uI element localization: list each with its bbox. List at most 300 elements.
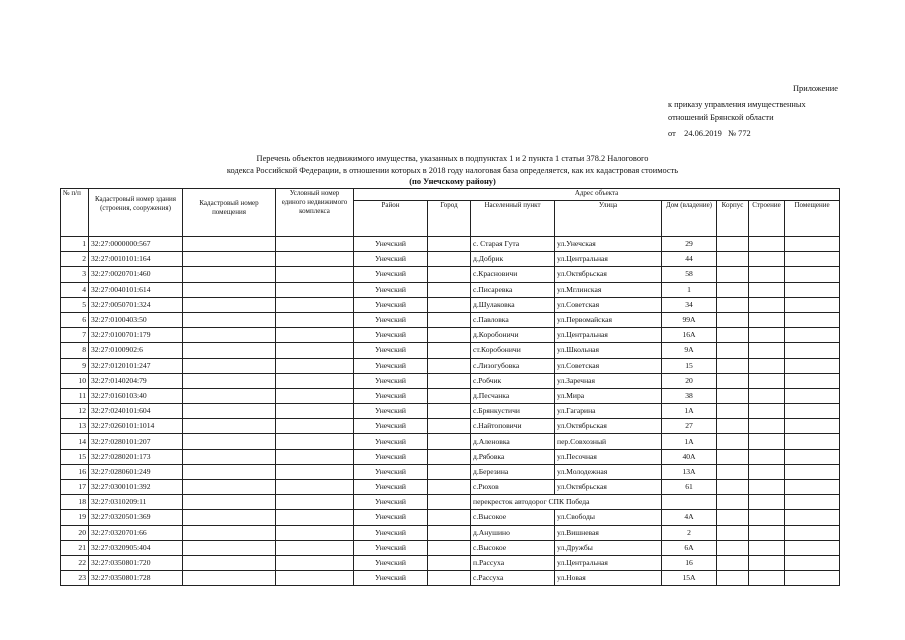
cell-cad: 32:27:0280101:207 xyxy=(89,434,183,449)
cell-district: Унечский xyxy=(354,252,428,267)
cell-num: 17 xyxy=(61,480,89,495)
cell-empty xyxy=(717,464,749,479)
cell-empty xyxy=(428,312,471,327)
cell-empty xyxy=(276,328,354,343)
cell-cad: 32:27:0280601:249 xyxy=(89,464,183,479)
col-address: Адрес объекта xyxy=(354,189,840,201)
cell-district: Унечский xyxy=(354,464,428,479)
cell-house: 13А xyxy=(662,464,717,479)
cell-empty xyxy=(717,434,749,449)
cell-empty xyxy=(428,328,471,343)
cell-empty xyxy=(785,282,840,297)
cell-empty xyxy=(785,252,840,267)
cell-empty xyxy=(749,464,785,479)
cell-empty xyxy=(428,540,471,555)
cell-empty xyxy=(183,343,276,358)
cell-district: Унечский xyxy=(354,419,428,434)
cell-cad: 32:27:0100701:179 xyxy=(89,328,183,343)
cell-empty xyxy=(717,449,749,464)
cell-empty xyxy=(785,571,840,586)
cell-empty xyxy=(717,404,749,419)
cell-street: ул.Свободы xyxy=(555,510,662,525)
cell-house: 9А xyxy=(662,343,717,358)
cell-empty xyxy=(717,510,749,525)
col-cad-building: Кадастровый номер здания (строения, сооружения) xyxy=(89,189,183,237)
cell-district: Унечский xyxy=(354,358,428,373)
cell-empty xyxy=(183,464,276,479)
cell-empty xyxy=(276,434,354,449)
cell-num: 9 xyxy=(61,358,89,373)
cell-empty xyxy=(717,237,749,252)
cell-house: 29 xyxy=(662,237,717,252)
cell-empty xyxy=(785,434,840,449)
cell-empty xyxy=(749,419,785,434)
cell-empty xyxy=(717,540,749,555)
cell-empty xyxy=(785,267,840,282)
cell-empty xyxy=(183,449,276,464)
table-row xyxy=(61,267,840,282)
cell-empty xyxy=(276,297,354,312)
cell-empty xyxy=(749,373,785,388)
cell-empty xyxy=(785,495,840,510)
cell-empty xyxy=(785,510,840,525)
cell-empty xyxy=(183,267,276,282)
cell-street: пер.Совхозный xyxy=(555,434,662,449)
cell-empty xyxy=(183,495,276,510)
cell-cad: 32:27:0260101:1014 xyxy=(89,419,183,434)
date-prefix: от xyxy=(668,129,676,138)
cell-empty xyxy=(717,419,749,434)
cell-house: 27 xyxy=(662,419,717,434)
cell-empty xyxy=(717,571,749,586)
cell-empty xyxy=(717,312,749,327)
cell-cad: 32:27:0280201:173 xyxy=(89,449,183,464)
cell-empty xyxy=(183,328,276,343)
cell-empty xyxy=(749,571,785,586)
cell-cad: 32:27:0140204:79 xyxy=(89,373,183,388)
cell-settlement: с.Брянкустичи xyxy=(471,404,555,419)
cell-empty xyxy=(276,495,354,510)
cell-empty xyxy=(717,373,749,388)
cell-empty xyxy=(276,282,354,297)
cell-settlement: с.Робчик xyxy=(471,373,555,388)
cell-empty xyxy=(785,328,840,343)
cell-empty xyxy=(749,449,785,464)
col-cad-complex: Условный номер единого недвижимого комплекса xyxy=(276,189,354,237)
cell-empty xyxy=(428,388,471,403)
table-row xyxy=(61,555,840,570)
cell-num: 12 xyxy=(61,404,89,419)
cell-house: 38 xyxy=(662,388,717,403)
cell-empty xyxy=(749,495,785,510)
cell-num: 11 xyxy=(61,388,89,403)
cell-empty xyxy=(276,312,354,327)
cell-empty xyxy=(785,358,840,373)
cell-settlement: д.Добрик xyxy=(471,252,555,267)
cell-settlement: с.Павловка xyxy=(471,312,555,327)
cell-district: Унечский xyxy=(354,237,428,252)
cell-street: ул.Заречная xyxy=(555,373,662,388)
cell-empty xyxy=(717,358,749,373)
cell-street: ул.Центральная xyxy=(555,252,662,267)
table-row xyxy=(61,449,840,464)
col-room: Помещение xyxy=(785,201,840,237)
cell-empty xyxy=(785,343,840,358)
cell-settlement: перекресток автодорог СПК Победа xyxy=(471,495,662,510)
cell-num: 14 xyxy=(61,434,89,449)
cell-district: Унечский xyxy=(354,297,428,312)
cell-street: ул.Первомайская xyxy=(555,312,662,327)
cell-empty xyxy=(749,328,785,343)
cell-cad: 32:27:0040101:614 xyxy=(89,282,183,297)
cell-empty xyxy=(785,404,840,419)
cell-district: Унечский xyxy=(354,388,428,403)
table-row xyxy=(61,464,840,479)
cell-house: 6А xyxy=(662,540,717,555)
cell-street: ул.Дружбы xyxy=(555,540,662,555)
cell-street: ул.Октябрьская xyxy=(555,419,662,434)
cell-empty xyxy=(428,434,471,449)
cell-empty xyxy=(428,237,471,252)
cell-empty xyxy=(785,449,840,464)
cell-cad: 32:27:0350801:728 xyxy=(89,571,183,586)
cell-empty xyxy=(276,267,354,282)
cell-cad: 32:27:0350801:720 xyxy=(89,555,183,570)
cell-empty xyxy=(428,343,471,358)
cell-settlement: с.Красновичи xyxy=(471,267,555,282)
cell-house: 16А xyxy=(662,328,717,343)
cell-settlement: с.Писаревка xyxy=(471,282,555,297)
cell-empty xyxy=(276,404,354,419)
cell-house: 1А xyxy=(662,434,717,449)
cell-house: 58 xyxy=(662,267,717,282)
order-line-2: отношений Брянской области xyxy=(668,113,774,122)
table-row xyxy=(61,525,840,540)
cell-empty xyxy=(749,343,785,358)
cell-empty xyxy=(785,237,840,252)
cell-settlement: с.Высокое xyxy=(471,540,555,555)
col-district: Район xyxy=(354,201,428,237)
cell-house xyxy=(662,495,717,510)
cell-empty xyxy=(428,525,471,540)
cell-settlement: с.Рассуха xyxy=(471,571,555,586)
cell-empty xyxy=(428,404,471,419)
cell-num: 15 xyxy=(61,449,89,464)
cell-settlement: ст.Коробоничи xyxy=(471,343,555,358)
cell-empty xyxy=(749,434,785,449)
col-building: Строение xyxy=(749,201,785,237)
cell-num: 1 xyxy=(61,237,89,252)
cell-empty xyxy=(717,480,749,495)
table-row xyxy=(61,282,840,297)
cell-cad: 32:27:0020701:460 xyxy=(89,267,183,282)
cell-empty xyxy=(428,419,471,434)
cell-empty xyxy=(785,373,840,388)
cell-num: 7 xyxy=(61,328,89,343)
cell-num: 19 xyxy=(61,510,89,525)
cell-district: Унечский xyxy=(354,312,428,327)
cell-cad: 32:27:0120101:247 xyxy=(89,358,183,373)
cell-district: Унечский xyxy=(354,449,428,464)
cell-empty xyxy=(717,328,749,343)
cell-settlement: д.Рябовка xyxy=(471,449,555,464)
cell-empty xyxy=(183,282,276,297)
cell-district: Унечский xyxy=(354,282,428,297)
cell-cad: 32:27:0320501:369 xyxy=(89,510,183,525)
cell-empty xyxy=(785,297,840,312)
cell-house: 16 xyxy=(662,555,717,570)
cell-empty xyxy=(428,480,471,495)
col-cad-room: Кадастровый номер помещения xyxy=(183,189,276,237)
cell-empty xyxy=(717,282,749,297)
cell-empty xyxy=(183,404,276,419)
cell-empty xyxy=(749,297,785,312)
cell-empty xyxy=(183,571,276,586)
cell-empty xyxy=(749,358,785,373)
cell-empty xyxy=(785,480,840,495)
table-row xyxy=(61,252,840,267)
cell-empty xyxy=(428,252,471,267)
col-korpus: Корпус xyxy=(717,201,749,237)
cell-empty xyxy=(749,282,785,297)
cell-empty xyxy=(183,373,276,388)
cell-cad: 32:27:0320905:404 xyxy=(89,540,183,555)
cell-empty xyxy=(785,540,840,555)
cell-house: 1 xyxy=(662,282,717,297)
cell-street: ул.Мглинская xyxy=(555,282,662,297)
cell-street: ул.Центральная xyxy=(555,555,662,570)
cell-empty xyxy=(183,510,276,525)
cell-district: Унечский xyxy=(354,434,428,449)
col-house: Дом (владение) xyxy=(662,201,717,237)
cell-street: ул.Молодежная xyxy=(555,464,662,479)
cell-num: 13 xyxy=(61,419,89,434)
cell-street: ул.Школьная xyxy=(555,343,662,358)
cell-num: 22 xyxy=(61,555,89,570)
cell-house: 4А xyxy=(662,510,717,525)
cell-empty xyxy=(276,237,354,252)
cell-street: ул.Новая xyxy=(555,571,662,586)
cell-empty xyxy=(276,419,354,434)
cell-district: Унечский xyxy=(354,343,428,358)
cell-empty xyxy=(183,555,276,570)
cell-empty xyxy=(717,555,749,570)
cell-empty xyxy=(785,464,840,479)
cell-empty xyxy=(276,571,354,586)
cell-house: 99А xyxy=(662,312,717,327)
cell-empty xyxy=(276,480,354,495)
table-row xyxy=(61,510,840,525)
cell-cad: 32:27:0160103:40 xyxy=(89,388,183,403)
cell-empty xyxy=(749,525,785,540)
cell-num: 4 xyxy=(61,282,89,297)
table-row xyxy=(61,434,840,449)
cell-empty xyxy=(749,267,785,282)
cell-empty xyxy=(749,252,785,267)
cell-empty xyxy=(717,297,749,312)
cell-street: ул.Октябрьская xyxy=(555,267,662,282)
table-row xyxy=(61,404,840,419)
cell-district: Унечский xyxy=(354,480,428,495)
cell-empty xyxy=(749,540,785,555)
cell-cad: 32:27:0310209:11 xyxy=(89,495,183,510)
cell-empty xyxy=(428,571,471,586)
cell-empty xyxy=(785,388,840,403)
appendix-label: Приложение xyxy=(793,84,838,93)
cell-street: ул.Мира xyxy=(555,388,662,403)
cell-house: 15 xyxy=(662,358,717,373)
table-row xyxy=(61,373,840,388)
cell-empty xyxy=(717,388,749,403)
cell-settlement: с. Старая Гута xyxy=(471,237,555,252)
cell-num: 20 xyxy=(61,525,89,540)
title-line-3: (по Унечскому району) xyxy=(409,177,496,186)
cell-district: Унечский xyxy=(354,495,428,510)
cell-empty xyxy=(428,282,471,297)
table-row xyxy=(61,328,840,343)
cell-empty xyxy=(276,449,354,464)
cell-street: ул.Гагарина xyxy=(555,404,662,419)
cell-settlement: д.Аленовка xyxy=(471,434,555,449)
cell-cad: 32:27:0100403:50 xyxy=(89,312,183,327)
cell-num: 3 xyxy=(61,267,89,282)
cell-cad: 32:27:0000000:567 xyxy=(89,237,183,252)
cell-empty xyxy=(717,495,749,510)
cell-empty xyxy=(717,343,749,358)
cell-empty xyxy=(428,510,471,525)
cell-district: Унечский xyxy=(354,525,428,540)
cell-empty xyxy=(717,252,749,267)
table-row xyxy=(61,312,840,327)
order-number: № 772 xyxy=(728,129,751,138)
property-table xyxy=(60,188,840,586)
cell-empty xyxy=(785,419,840,434)
cell-empty xyxy=(183,312,276,327)
cell-num: 18 xyxy=(61,495,89,510)
table-row xyxy=(61,571,840,586)
cell-empty xyxy=(428,495,471,510)
cell-empty xyxy=(276,525,354,540)
cell-empty xyxy=(785,555,840,570)
table-row xyxy=(61,540,840,555)
cell-district: Унечский xyxy=(354,404,428,419)
col-city: Город xyxy=(428,201,471,237)
cell-num: 6 xyxy=(61,312,89,327)
cell-settlement: д.Шулаковка xyxy=(471,297,555,312)
cell-district: Унечский xyxy=(354,555,428,570)
table-row xyxy=(61,237,840,252)
cell-district: Унечский xyxy=(354,328,428,343)
cell-district: Унечский xyxy=(354,373,428,388)
cell-settlement: с.Найтоповичи xyxy=(471,419,555,434)
cell-empty xyxy=(717,267,749,282)
cell-settlement: с.Рюхов xyxy=(471,480,555,495)
cell-empty xyxy=(183,434,276,449)
cell-house: 40А xyxy=(662,449,717,464)
cell-empty xyxy=(428,449,471,464)
cell-settlement: д.Песчанка xyxy=(471,388,555,403)
cell-empty xyxy=(749,237,785,252)
cell-num: 23 xyxy=(61,571,89,586)
cell-empty xyxy=(183,297,276,312)
cell-cad: 32:27:0100902:6 xyxy=(89,343,183,358)
table-row xyxy=(61,297,840,312)
cell-settlement: д.Анушино xyxy=(471,525,555,540)
cell-empty xyxy=(717,525,749,540)
cell-num: 2 xyxy=(61,252,89,267)
order-date-line xyxy=(668,130,751,138)
cell-empty xyxy=(428,358,471,373)
cell-empty xyxy=(785,312,840,327)
col-num: № п/п xyxy=(61,189,89,237)
cell-cad: 32:27:0240101:604 xyxy=(89,404,183,419)
cell-empty xyxy=(183,480,276,495)
cell-street: ул.Октябрьская xyxy=(555,480,662,495)
cell-settlement: с.Высокое xyxy=(471,510,555,525)
cell-house: 20 xyxy=(662,373,717,388)
cell-house: 15А xyxy=(662,571,717,586)
cell-settlement: д.Березина xyxy=(471,464,555,479)
cell-settlement: д.Коробоничи xyxy=(471,328,555,343)
cell-empty xyxy=(276,388,354,403)
cell-num: 10 xyxy=(61,373,89,388)
cell-empty xyxy=(749,404,785,419)
cell-cad: 32:27:0320701:66 xyxy=(89,525,183,540)
cell-num: 8 xyxy=(61,343,89,358)
cell-empty xyxy=(749,510,785,525)
cell-empty xyxy=(428,373,471,388)
table-body xyxy=(61,237,840,586)
cell-cad: 32:27:0010101:164 xyxy=(89,252,183,267)
cell-empty xyxy=(276,540,354,555)
table-row xyxy=(61,343,840,358)
cell-empty xyxy=(276,358,354,373)
cell-settlement: с.Лизогубовка xyxy=(471,358,555,373)
cell-empty xyxy=(428,464,471,479)
cell-empty xyxy=(276,555,354,570)
cell-empty xyxy=(276,464,354,479)
cell-empty xyxy=(749,555,785,570)
table-row xyxy=(61,419,840,434)
cell-district: Унечский xyxy=(354,540,428,555)
table-row xyxy=(61,358,840,373)
cell-district: Унечский xyxy=(354,510,428,525)
cell-empty xyxy=(183,237,276,252)
cell-empty xyxy=(428,555,471,570)
cell-empty xyxy=(428,297,471,312)
table-row xyxy=(61,495,840,510)
cell-empty xyxy=(749,388,785,403)
cell-house: 34 xyxy=(662,297,717,312)
cell-empty xyxy=(785,525,840,540)
cell-empty xyxy=(183,358,276,373)
order-line-1: к приказу управления имущественных xyxy=(668,100,806,109)
cell-district: Унечский xyxy=(354,571,428,586)
cell-empty xyxy=(276,373,354,388)
cell-house: 44 xyxy=(662,252,717,267)
cell-empty xyxy=(183,252,276,267)
cell-house: 1А xyxy=(662,404,717,419)
title-line-2: кодекса Российской Федерации, в отношении которых в 2018 году налоговая база определяется, как их кадастровая стоимость xyxy=(226,166,679,175)
cell-num: 5 xyxy=(61,297,89,312)
cell-empty xyxy=(183,388,276,403)
order-date: 24.06.2019 xyxy=(684,129,722,138)
title-line-1: Перечень объектов недвижимого имущества, указанных в подпунктах 1 и 2 пункта 1 статьи 378.2 Налогового xyxy=(256,154,649,163)
cell-street: ул.Советская xyxy=(555,297,662,312)
cell-cad: 32:27:0300101:392 xyxy=(89,480,183,495)
cell-cad: 32:27:0050701:324 xyxy=(89,297,183,312)
cell-house: 61 xyxy=(662,480,717,495)
